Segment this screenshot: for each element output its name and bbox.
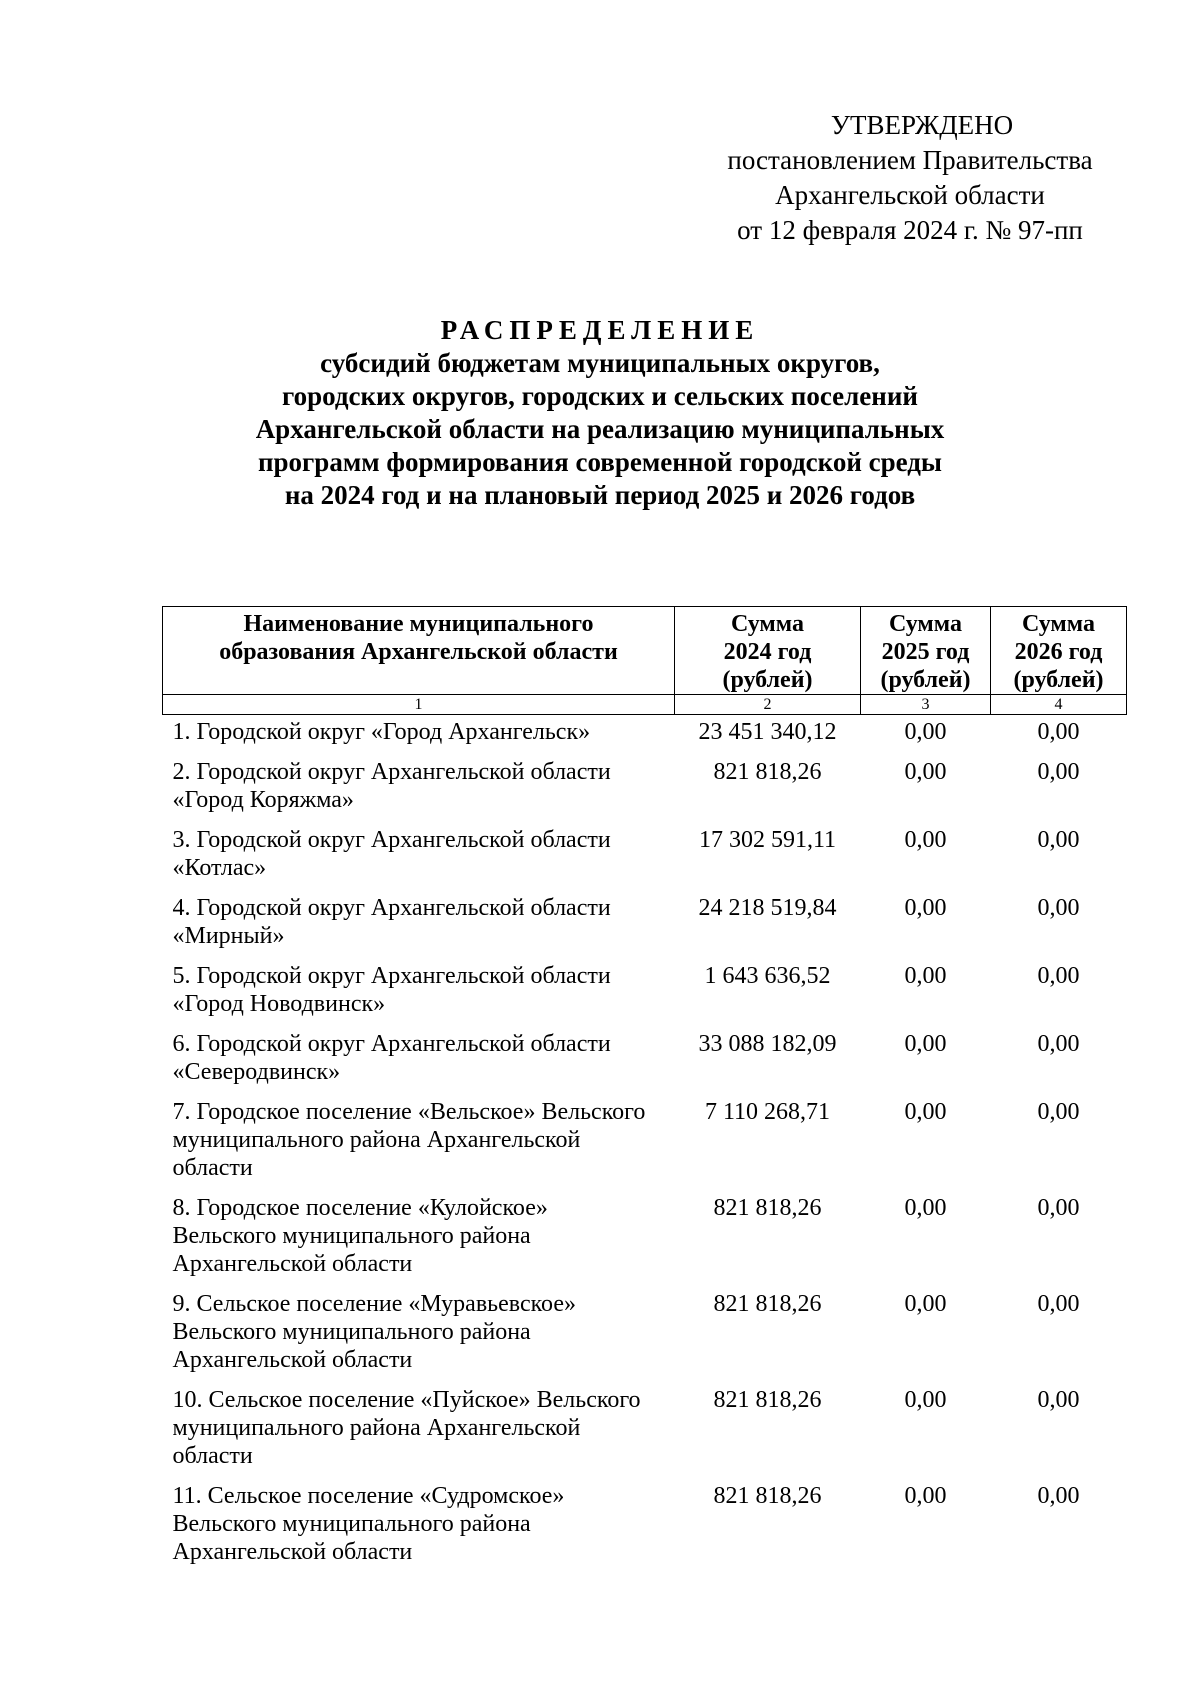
municipality-name-line: Архангельской области (172, 1251, 413, 1277)
header-text-line: Сумма (889, 611, 962, 637)
sum-2024-cell: 821 818,26 (713, 1291, 822, 1317)
table-row (163, 1194, 1127, 1290)
table-row (163, 1386, 1127, 1482)
header-sum-2024 (675, 607, 861, 695)
document-title: РАСПРЕДЕЛЕНИЕ (440, 315, 760, 345)
sum-2026-cell: 0,00 (1037, 963, 1080, 989)
municipality-name-line: «Котлас» (172, 855, 267, 881)
header-text-line: Сумма (1022, 611, 1095, 637)
header-text-line: Сумма (731, 611, 804, 637)
sum-2025-cell: 0,00 (904, 759, 947, 785)
column-number-row (163, 695, 1127, 715)
header-text-line: (рублей) (722, 667, 813, 693)
sum-2025-cell: 0,00 (904, 1387, 947, 1413)
sum-2024-cell: 1 643 636,52 (704, 963, 831, 989)
municipality-name-line: «Мирный» (172, 923, 285, 949)
table-header (163, 607, 1127, 715)
document-title-block (150, 314, 1050, 512)
header-text-line: 2025 год (881, 639, 970, 665)
column-number: 2 (675, 695, 861, 715)
municipality-name-line: области (172, 1443, 253, 1469)
sum-2024-cell: 17 302 591,11 (698, 827, 837, 853)
approval-issuer: постановлением Правительства (727, 145, 1093, 175)
municipality-name-cell (163, 1386, 675, 1482)
header-sum-2025 (861, 607, 991, 695)
municipality-name-line: 2. Городской округ Архангельской области (172, 759, 611, 785)
header-text-line: Наименование муниципального (243, 611, 594, 637)
table-body (163, 715, 1127, 1579)
approval-date-number: от 12 февраля 2024 г. № 97-пп (737, 215, 1083, 245)
table-row (163, 826, 1127, 894)
sum-2026-cell: 0,00 (1037, 1031, 1080, 1057)
document-subtitle-line: городских округов, городских и сельских поселений (282, 381, 918, 411)
municipality-name-cell (163, 1194, 675, 1290)
municipality-name-cell (163, 1030, 675, 1098)
column-number: 1 (163, 695, 675, 715)
municipality-name-line: 4. Городской округ Архангельской области (172, 895, 611, 921)
distribution-table (162, 606, 1127, 1578)
approval-stamp (700, 108, 1120, 248)
column-number: 3 (861, 695, 991, 715)
sum-2026-cell: 0,00 (1037, 827, 1080, 853)
municipality-name-cell (163, 758, 675, 826)
sum-2025-cell: 0,00 (904, 963, 947, 989)
table-row (163, 758, 1127, 826)
sum-2025-cell: 0,00 (904, 719, 947, 745)
municipality-name-cell (163, 962, 675, 1030)
sum-2025-cell: 0,00 (904, 1195, 947, 1221)
sum-2024-cell: 33 088 182,09 (698, 1031, 837, 1057)
municipality-name-line: Вельского муниципального района (172, 1511, 531, 1537)
municipality-name-cell (163, 715, 675, 759)
document-subtitle-line: Архангельской области на реализацию муниципальных (255, 414, 945, 444)
municipality-name-cell (163, 1290, 675, 1386)
sum-2026-cell: 0,00 (1037, 1387, 1080, 1413)
table-row (163, 894, 1127, 962)
document-subtitle-line: на 2024 год и на плановый период 2025 и 2026 годов (284, 480, 916, 510)
municipality-name-cell (163, 1482, 675, 1578)
approval-heading: УТВЕРЖДЕНО (830, 110, 1014, 140)
municipality-name-line: 9. Сельское поселение «Муравьевское» (172, 1291, 576, 1317)
municipality-name-line: области (172, 1155, 253, 1181)
municipality-name-cell (163, 894, 675, 962)
sum-2026-cell: 0,00 (1037, 1099, 1080, 1125)
table-row (163, 1482, 1127, 1578)
approval-region: Архангельской области (775, 180, 1045, 210)
sum-2024-cell: 821 818,26 (713, 1195, 822, 1221)
header-sum-2026 (991, 607, 1127, 695)
header-text-line: (рублей) (1013, 667, 1104, 693)
table-row (163, 962, 1127, 1030)
header-text-line: 2026 год (1014, 639, 1103, 665)
municipality-name-line: Вельского муниципального района (172, 1319, 531, 1345)
municipality-name-line: муниципального района Архангельской (172, 1415, 581, 1441)
municipality-name-line: «Северодвинск» (172, 1059, 341, 1085)
municipality-name-line: 11. Сельское поселение «Судромское» (172, 1483, 565, 1509)
municipality-name-cell (163, 1098, 675, 1194)
municipality-name-line: 6. Городской округ Архангельской области (172, 1031, 611, 1057)
sum-2025-cell: 0,00 (904, 1483, 947, 1509)
municipality-name-line: 3. Городской округ Архангельской области (172, 827, 611, 853)
header-municipality (163, 607, 675, 695)
municipality-name-cell (163, 826, 675, 894)
municipality-name-line: 5. Городской округ Архангельской области (172, 963, 611, 989)
municipality-name-line: муниципального района Архангельской (172, 1127, 581, 1153)
sum-2026-cell: 0,00 (1037, 1195, 1080, 1221)
sum-2025-cell: 0,00 (904, 827, 947, 853)
column-number: 4 (991, 695, 1127, 715)
municipality-name-line: Архангельской области (172, 1347, 413, 1373)
sum-2026-cell: 0,00 (1037, 719, 1080, 745)
sum-2024-cell: 24 218 519,84 (698, 895, 837, 921)
table-row (163, 1290, 1127, 1386)
sum-2024-cell: 23 451 340,12 (698, 719, 837, 745)
sum-2024-cell: 821 818,26 (713, 759, 822, 785)
municipality-name-line: 1. Городской округ «Город Архангельск» (172, 719, 591, 745)
sum-2026-cell: 0,00 (1037, 759, 1080, 785)
sum-2026-cell: 0,00 (1037, 1483, 1080, 1509)
header-text-line: (рублей) (880, 667, 971, 693)
municipality-name-line: 10. Сельское поселение «Пуйское» Вельского (172, 1387, 641, 1413)
sum-2025-cell: 0,00 (904, 1031, 947, 1057)
sum-2025-cell: 0,00 (904, 895, 947, 921)
header-text-line: образования Архангельской области (219, 639, 618, 665)
sum-2026-cell: 0,00 (1037, 895, 1080, 921)
municipality-name-line: «Город Коряжма» (172, 787, 354, 813)
municipality-name-line: 8. Городское поселение «Кулойское» (172, 1195, 548, 1221)
table-row (163, 1098, 1127, 1194)
municipality-name-line: Архангельской области (172, 1539, 413, 1565)
table-row (163, 715, 1127, 759)
municipality-name-line: Вельского муниципального района (172, 1223, 531, 1249)
document-subtitle-line: субсидий бюджетам муниципальных округов, (320, 348, 880, 378)
sum-2024-cell: 7 110 268,71 (704, 1099, 831, 1125)
header-text-line: 2024 год (723, 639, 812, 665)
table-row (163, 1030, 1127, 1098)
municipality-name-line: «Город Новодвинск» (172, 991, 386, 1017)
sum-2024-cell: 821 818,26 (713, 1483, 822, 1509)
sum-2025-cell: 0,00 (904, 1291, 947, 1317)
document-subtitle-line: программ формирования современной городской среды (257, 447, 943, 477)
sum-2024-cell: 821 818,26 (713, 1387, 822, 1413)
header-row (163, 607, 1127, 695)
municipality-name-line: 7. Городское поселение «Вельское» Вельского (172, 1099, 646, 1125)
sum-2025-cell: 0,00 (904, 1099, 947, 1125)
sum-2026-cell: 0,00 (1037, 1291, 1080, 1317)
